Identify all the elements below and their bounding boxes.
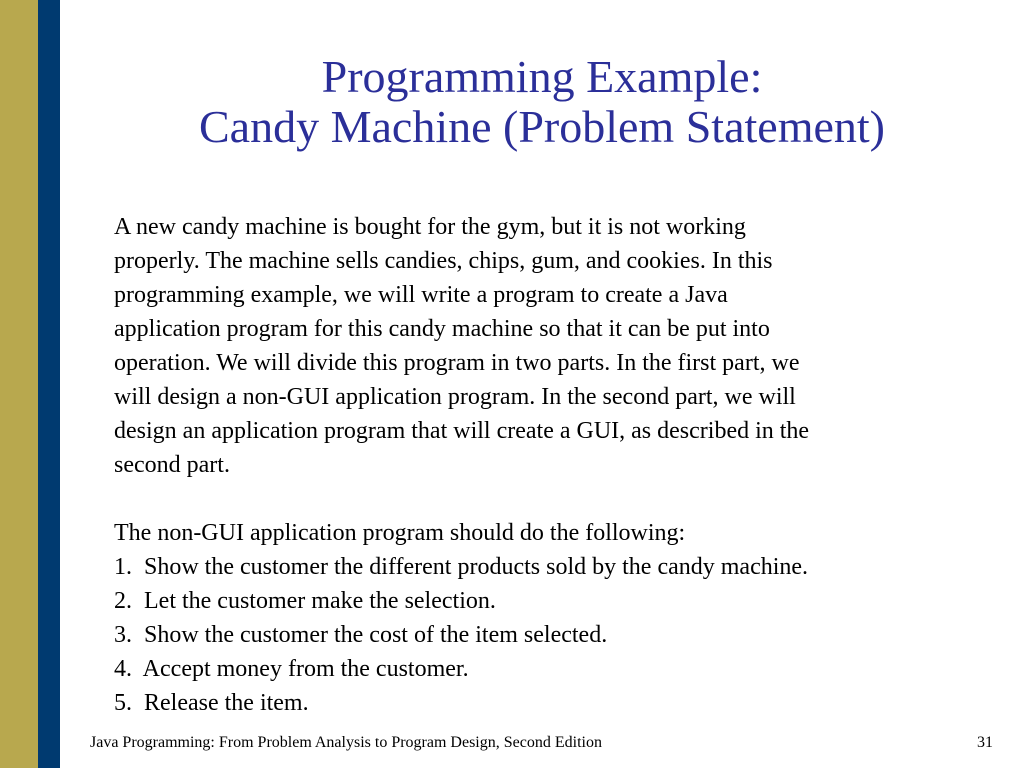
paragraph-line: programming example, we will write a program to create a Java bbox=[114, 282, 728, 308]
title-line-2: Candy Machine (Problem Statement) bbox=[198, 101, 885, 152]
list-item: 3. Show the customer the cost of the item selected. bbox=[114, 622, 608, 648]
problem-paragraph bbox=[114, 210, 944, 482]
paragraph-line: design an application program that will create a GUI, as described in the bbox=[114, 418, 810, 444]
list-item: 4. Accept money from the customer. bbox=[114, 656, 469, 682]
slide-body bbox=[114, 210, 944, 720]
requirements-intro: The non-GUI application program should do the following: bbox=[114, 520, 686, 546]
left-blue-bar bbox=[38, 0, 60, 768]
paragraph-line: operation. We will divide this program in two parts. In the first part, we bbox=[114, 350, 800, 376]
paragraph-line: properly. The machine sells candies, chips, gum, and cookies. In this bbox=[114, 248, 773, 274]
paragraph-line: will design a non-GUI application program. In the second part, we will bbox=[114, 384, 796, 410]
requirements-list bbox=[114, 550, 944, 720]
paragraph-line: application program for this candy machine so that it can be put into bbox=[114, 316, 770, 342]
paragraph-line: second part. bbox=[114, 452, 230, 478]
paragraph-spacer bbox=[114, 482, 944, 516]
list-item: 2. Let the customer make the selection. bbox=[114, 588, 496, 614]
page-number: 31 bbox=[977, 734, 993, 751]
left-gold-bar bbox=[0, 0, 38, 768]
list-item: 5. Release the item. bbox=[114, 690, 309, 716]
footer-text: Java Programming: From Problem Analysis to Program Design, Second Edition bbox=[90, 734, 602, 751]
slide-title bbox=[60, 52, 1024, 152]
list-item: 1. Show the customer the different products sold by the candy machine. bbox=[114, 554, 809, 580]
paragraph-line: A new candy machine is bought for the gym, but it is not working bbox=[114, 214, 746, 240]
title-line-1: Programming Example: bbox=[321, 51, 763, 102]
